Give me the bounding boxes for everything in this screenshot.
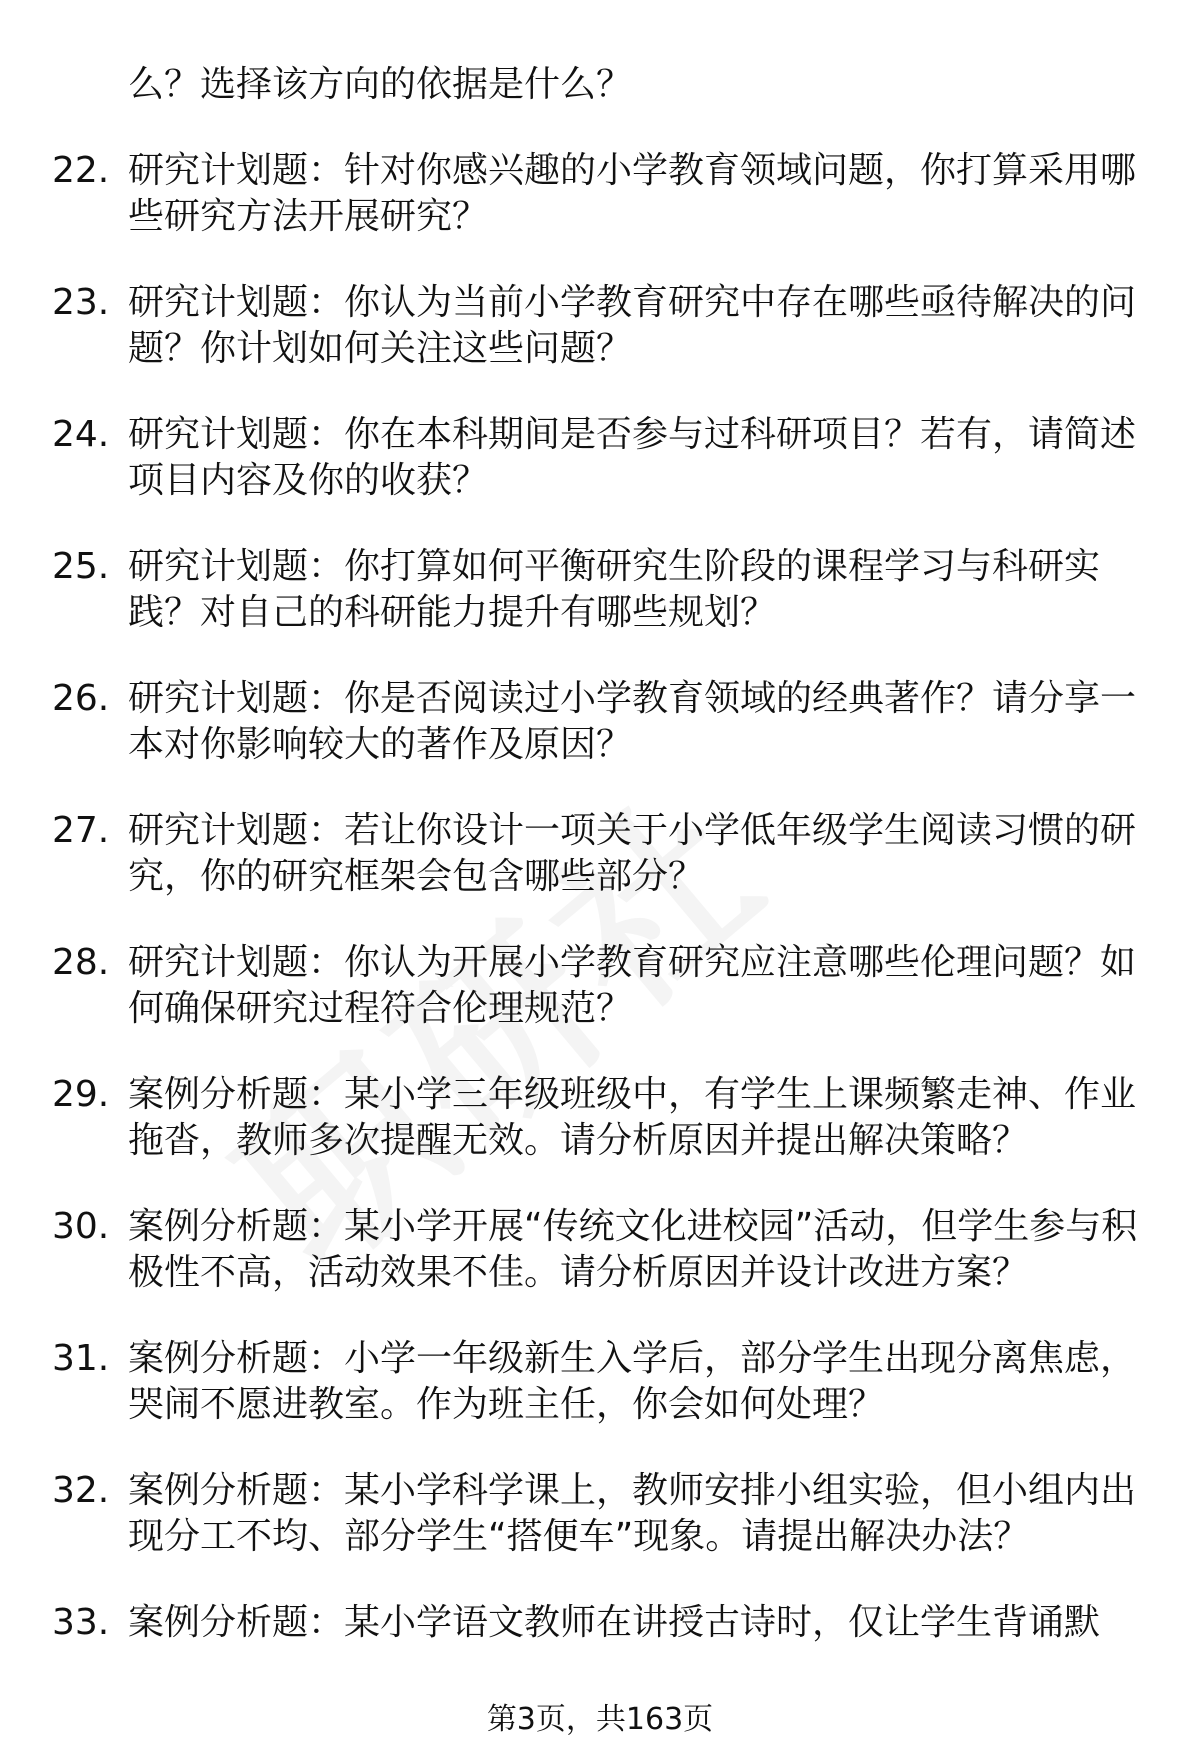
question-item [0, 1196, 1200, 1328]
continuation-line: 么？选择该方向的依据是什么？ [128, 64, 633, 105]
question-item [0, 1064, 1200, 1196]
question-item [0, 536, 1200, 668]
question-item [0, 404, 1200, 536]
question-number: 25. [52, 546, 110, 587]
question-text: 研究计划题：针对你感兴趣的小学教育领域问题，你打算采用哪些研究方法开展研究？ [128, 150, 1137, 237]
question-item [0, 272, 1200, 404]
question-text: 研究计划题：你认为当前小学教育研究中存在哪些亟待解决的问题？你计划如何关注这些问题？ [128, 282, 1137, 369]
question-number: 28. [52, 942, 110, 983]
question-text: 案例分析题：某小学三年级班级中，有学生上课频繁走神、作业拖沓，教师多次提醒无效。请分析原因并提出解决策略？ [128, 1074, 1137, 1161]
question-item [0, 668, 1200, 800]
question-text: 研究计划题：你在本科期间是否参与过科研项目？若有，请简述项目内容及你的收获？ [128, 414, 1137, 501]
question-item [0, 1460, 1200, 1592]
question-number: 22. [52, 150, 110, 191]
question-number: 33. [52, 1602, 110, 1643]
question-text: 案例分析题：某小学开展“传统文化进校园”活动，但学生参与积极性不高，活动效果不佳。请分析原因并设计改进方案？ [128, 1206, 1138, 1293]
question-item [0, 1328, 1200, 1460]
question-text: 研究计划题：你是否阅读过小学教育领域的经典著作？请分享一本对你影响较大的著作及原因？ [128, 678, 1137, 765]
question-number: 30. [52, 1206, 110, 1247]
question-list [0, 140, 1200, 1724]
question-number: 24. [52, 414, 110, 455]
question-item [0, 140, 1200, 272]
question-item [0, 932, 1200, 1064]
question-text: 案例分析题：某小学语文教师在讲授古诗时，仅让学生背诵默 [128, 1602, 1101, 1643]
question-number: 32. [52, 1470, 110, 1511]
question-number: 31. [52, 1338, 110, 1379]
question-item [0, 800, 1200, 932]
question-text: 研究计划题：你打算如何平衡研究生阶段的课程学习与科研实践？对自己的科研能力提升有哪些规划？ [128, 546, 1101, 633]
question-text: 研究计划题：你认为开展小学教育研究应注意哪些伦理问题？如何确保研究过程符合伦理规范？ [128, 942, 1137, 1029]
question-number: 23. [52, 282, 110, 323]
question-number: 26. [52, 678, 110, 719]
question-number: 27. [52, 810, 110, 851]
question-text: 案例分析题：小学一年级新生入学后，部分学生出现分离焦虑，哭闹不愿进教室。作为班主任，你会如何处理？ [128, 1338, 1137, 1425]
page-footer: 第3页，共163页 [486, 1702, 714, 1737]
question-text: 研究计划题：若让你设计一项关于小学低年级学生阅读习惯的研究，你的研究框架会包含哪些部分？ [128, 810, 1137, 897]
question-number: 29. [52, 1074, 110, 1115]
question-text: 案例分析题：某小学科学课上，教师安排小组实验，但小组内出现分工不均、部分学生“搭便车”现象。请提出解决办法？ [128, 1470, 1137, 1557]
